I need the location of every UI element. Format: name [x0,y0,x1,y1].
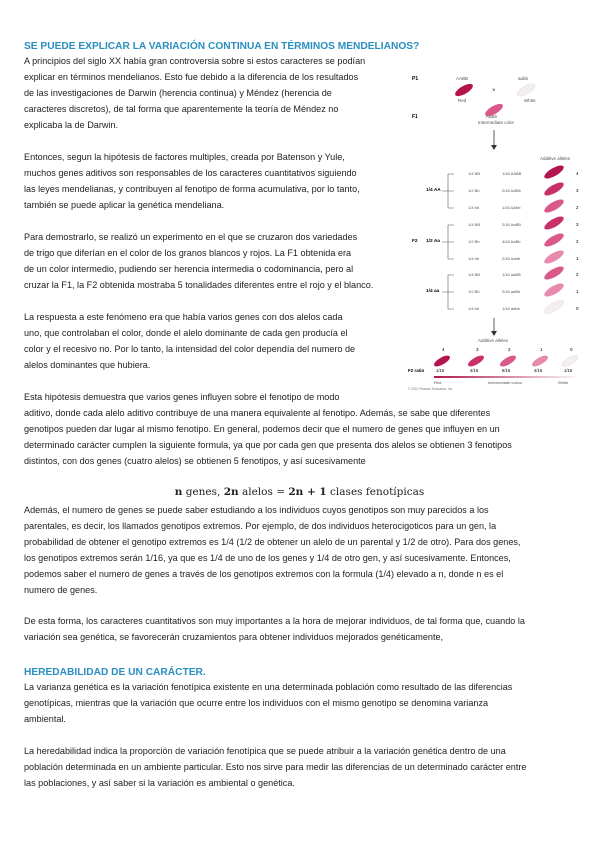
bottom-count: 2 [508,347,511,352]
bottom-count: 1 [540,347,543,352]
color-scale-bar [434,376,574,378]
ratio-value: 4/16 [534,368,543,373]
formula-genes: genes, [182,486,224,498]
kernel-color-inheritance-figure [398,70,586,392]
scale-white: White [558,380,569,385]
text-line: genotipos pueden dar lugar al mismo fenotipo. En general, podemos decir que el numero de genes que influyen en un [24,423,500,434]
genotype-row [468,214,579,232]
text-line: Además, el numero de genes se puede saber estudiando a los individuos cuyos genotipos son muy parecidos a los [24,505,489,515]
paragraph-mejora [24,614,576,646]
text-line: variación sea genética, se favorecerán cruzamientos para obtener individuos mejorados genéticamente, [24,631,444,642]
row-left-label: 1/2 Bb [468,289,480,294]
text-line: genotípicas, mientras que la variación que ocurre entre los individuos con el mismo genotipo se denomina varianza [24,697,489,708]
kernel [542,214,565,232]
row-allele-count: 1 [576,289,579,294]
cross-symbol: × [492,88,496,94]
text-line: A principios del siglo XX había gran controversia sobre si estos caracteres se podían [24,56,366,66]
paragraph-genotipos-extremos [24,503,576,598]
text-line: explicar en términos mendelianos. Esto fue debido a la diferencia de los resultados [24,71,359,82]
kernel-red [453,82,474,99]
paragraph-intro [24,54,408,134]
formula-clases-fenotipicas [0,486,599,498]
text-line: los genotipos extremos serán 1/16, ya que es 1/4 de uno de los genes y 1/4 de otro gen, y así sucesivamente. Entonces, [24,552,511,563]
text-line: muchos genes aditivos son responsables de los caracteres cuantitativos siguiendo [24,167,357,178]
arrow-head [491,145,497,150]
text-line: ambiental. [24,713,66,724]
label-f1: F1 [412,114,418,120]
text-line: determinado carácter cumplen la siguiente formula, ya que por cada gen que presenta dos alelos se obtienen 3 fenotipos [24,439,512,450]
row-left-label: 1/4 BB [468,222,481,227]
kernel [542,264,565,282]
text-line: de las investigaciones de Darwin (herencia continua) y Méndez (herencia de [24,87,332,98]
section-heading-heredabilidad: HEREDABILIDAD DE UN CARÁCTER. [24,667,206,678]
genotype-row [468,264,579,282]
label-white: White [524,98,536,103]
text-line: numero de genes. [24,584,98,595]
row-right-label: 1/16 aaBB [502,272,521,277]
row-right-label: 2/16 Aabb [502,256,521,261]
paragraph-respuesta [24,310,408,374]
label-quarter-aa: 1/4 aa [426,289,440,294]
formula-expr: 2n + 1 [288,486,327,498]
text-line: de un color intermedio, pudiendo ser herencia intermedia o codominancia, pero al [24,263,354,274]
genotype-row [468,248,579,266]
formula-clases: clases fenotípicas [326,486,425,498]
label-parent2-genotype: aabb [518,76,529,81]
text-line: La varianza genética es la variación fenotípica existente en una determinada población como resultado de las diferencias [24,682,513,692]
kernel-class-2 [498,353,517,368]
kernel [542,281,565,299]
scale-red: Red [434,380,442,385]
genotype-row [468,163,579,181]
bottom-count: 0 [570,347,573,352]
row-right-label: 1/16 AABB [502,171,522,176]
text-line: De esta forma, los caracteres cuantitativos son muy importantes a la hora de mejorar individuos, de tal forma que, cuando la [24,616,525,626]
scale-mid: Intermediate colors [488,380,523,385]
row-left-label: 1/4 bb [468,306,480,311]
label-bottom-additive-alleles: Additive alleles [478,338,509,343]
row-allele-count: 4 [576,171,579,176]
kernel [542,180,565,198]
row-allele-count: 3 [576,222,579,227]
row-left-label: 1/2 Bb [468,239,480,244]
genotype-row [468,180,579,198]
label-f1-genotype: AaBb [486,114,498,119]
genotype-row [468,231,579,249]
label-f2-ratio: F2 ratio [408,368,425,373]
row-right-label: 2/16 AaBB [502,222,521,227]
kernel-class-1 [530,353,549,368]
kernel-class-0 [560,353,579,368]
label-parent1-genotype: AABB [456,76,469,81]
row-right-label: 1/16 AAbb [502,205,521,210]
label-p1: P1 [412,76,419,82]
genotype-row [468,197,579,215]
section-heading-variacion: SE PUEDE EXPLICAR LA VARIACIÓN CONTINUA EN TÉRMINOS MENDELIANOS? [24,41,420,52]
text-line: también se puede aplicar la genética mendeliana. [24,199,225,210]
ratio-value: 4/16 [470,368,479,373]
row-allele-count: 1 [576,256,579,261]
kernel-white [515,82,536,99]
row-allele-count: 0 [576,306,579,311]
text-line: podemos saber el numero de genes a través de los genotipos extremos con la formula (1/4) elevado a n, donde n es el [24,568,504,579]
text-line: Para demostrarlo, se realizó un experimento en el que se cruzaron dos variedades [24,232,358,242]
label-f1-color: Intermediate color [478,120,515,125]
text-line: aditivo, donde cada alelo aditivo contribuye de una manera equivalente al fenotipo. Además, se sabe que diferentes [24,407,491,418]
label-red: Red [458,98,467,103]
text-line: explicaba la de Darwin. [24,119,119,130]
text-line: las poblaciones, y así saber si la variación es ambiental o genética. [24,777,295,788]
row-right-label: 4/16 AaBb [502,239,521,244]
ratio-value: 1/16 [436,368,445,373]
row-left-label: 1/4 BB [468,171,481,176]
row-allele-count: 2 [576,205,579,210]
row-allele-count: 3 [576,188,579,193]
row-left-label: 1/2 Bb [468,188,480,193]
paragraph-varianza [24,680,576,728]
text-line: La respuesta a este fenómeno era que había varios genes con dos alelos cada [24,312,343,322]
bottom-count: 3 [476,347,479,352]
text-line: uno, que controlaban el color, donde el alelo dominante de cada gen producía el [24,327,348,338]
text-line: de trigo que diferían en el color de los granos blancos y rojos. La F1 obtenida era [24,247,352,258]
text-line: color y el recesivo no. Por lo tanto, la intensidad del color dependía del numero de [24,343,356,354]
text-line: caracteres discretos), de tal forma que aparentemente la teoría de Méndez no [24,103,339,114]
label-f2: F2 [412,239,418,244]
formula-n: n [174,486,183,498]
genotype-row [468,281,579,299]
text-line: parentales, es decir, los llamados genotipos extremos. Por ejemplo, de dos individuos heterocigoticos para un gen, la [24,520,497,531]
bottom-count: 4 [442,347,445,352]
paragraph-hipotesis [24,150,408,214]
label-additive-alleles: Additive alleles [540,156,571,161]
kernel [542,163,565,181]
text-line: Entonces, segun la hipótesis de factores multiples, creada por Batenson y Yule, [24,152,345,162]
row-right-label: 2/16 aaBb [502,289,521,294]
group-brackets [442,174,454,309]
genotype-row [468,298,579,316]
label-quarter-AA: 1/4 AA [426,188,441,193]
kernel [542,197,565,215]
text-line: La heredabilidad indica la proporción de variación fenotípica que se puede atribuir a la variación genética dentro de una [24,746,506,756]
text-line: cruzar la F1, la F2 obtenida mostraba 5 tonalidades diferentes entre el rojo y el blanco. [24,279,374,290]
formula-2n: 2n [223,486,239,498]
kernel [542,298,565,316]
paragraph-demuestra [24,390,576,470]
row-allele-count: 2 [576,272,579,277]
row-left-label: 1/4 bb [468,256,480,261]
text-line: Esta hipótesis demuestra que varios genes influyen sobre el fenotipo de modo [24,392,340,402]
kernel [542,248,565,266]
label-half-Aa: 1/2 Aa [426,239,440,244]
kernel [542,231,565,249]
text-line: probabilidad de obtener el genotipo extremos es 1/4 (1/2 de obtener un alelo de un parental y 1/2 de otro). Para dos genes, [24,536,521,547]
kernel-class-4 [432,353,451,368]
row-left-label: 1/4 BB [468,272,481,277]
formula-alelos: alelos = [238,486,289,498]
paragraph-experimento [24,230,414,294]
row-allele-count: 2 [576,239,579,244]
paragraph-heredabilidad [24,744,576,792]
ratio-value: 1/16 [564,368,573,373]
row-left-label: 1/4 bb [468,205,480,210]
ratio-value: 6/16 [502,368,511,373]
kernel-class-3 [466,353,485,368]
row-right-label: 2/16 AABb [502,188,521,193]
arrow-head-2 [491,331,497,336]
text-line: población determinada en un ambiente particular. Esto nos sirve para medir las diferencias de un determinado carácter entre [24,761,527,772]
text-line: las leyes mendelianas, y contribuyen al fenotipo de forma acumulativa, por lo tanto, [24,183,360,194]
figure-copyright: © 2010 Pearson Education, Inc. [408,387,454,391]
row-right-label: 1/16 aabb [502,306,520,311]
text-line: alelos dominantes que hubiera. [24,359,151,370]
text-line: distintos, con dos genes (cuatro alelos) se obtienen 5 fenotipos, y así sucesivamente [24,455,366,466]
